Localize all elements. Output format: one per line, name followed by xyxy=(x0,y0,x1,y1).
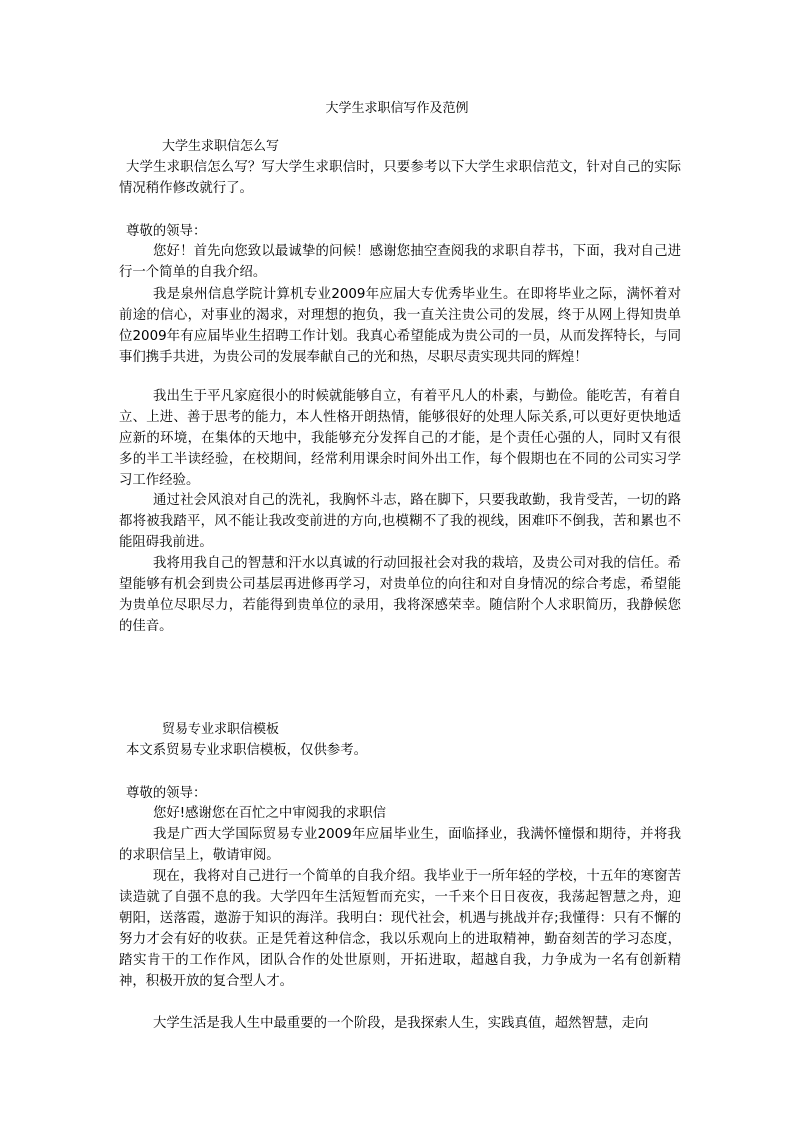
section1-paragraph-3: 我出生于平凡家庭很小的时候就能够自立，有着平凡人的朴素，与勤俭。能吃苦，有着自立、上进、善于思考的能力，本人性格开朗热情，能够很好的处理人际关系,可以更好更快地适应新的环境，在集体的天地中，我能够充分发挥自己的才能，是个责任心强的人，同时又有很多的半工半读经验，在校期间，经常利用课余时间外出工作，每个假期也在不同的公司实习学习工作经验。 xyxy=(119,389,681,488)
section2-paragraph-3: 大学生活是我人生中最重要的一个阶段，是我探索人生，实践真值，超然智慧，走向 xyxy=(153,1016,649,1031)
section2-greeting: 您好!感谢您在百忙之中审阅我的求职信 xyxy=(153,806,387,821)
section1-salutation: 尊敬的领导： xyxy=(126,224,207,239)
section1-paragraph-2: 我是泉州信息学院计算机专业2009年应届大专优秀毕业生。在即将毕业之际，满怀着对前途的信心，对事业的渴求，对理想的抱负，我一直关注贵公司的发展，终于从网上得知贵单位2009年有应届毕业生招聘工作计划。我真心希望能成为贵公司的一员，从而发挥特长，与同事们携手共进，为贵公司的发展奉献自己的光和热，尽职尽责实现共同的辉煌！ xyxy=(119,287,681,365)
section2-salutation: 尊敬的领导： xyxy=(126,786,207,801)
section1-paragraph-1: 您好！首先向您致以最诚挚的问候！感谢您抽空查阅我的求职自荐书，下面，我对自己进行一个简单的自我介绍。 xyxy=(119,244,681,280)
section1-intro: 大学生求职信怎么写？写大学生求职信时，只要参考以下大学生求职信范文，针对自己的实际情况稍作修改就行了。 xyxy=(119,160,681,196)
document-title: 大学生求职信写作及范例 xyxy=(325,101,469,116)
section1-paragraph-4: 通过社会风浪对自己的洗礼，我胸怀斗志，路在脚下，只要我敢勤，我肯受苦，一切的路都将被我踏平，风不能让我改变前进的方向,也模糊不了我的视线，困难吓不倒我，苦和累也不能阻碍我前进。 xyxy=(119,493,681,550)
section1-paragraph-5: 我将用我自己的智慧和汗水以真诚的行动回报社会对我的栽培，及贵公司对我的信任。希望能够有机会到贵公司基层再进修再学习，对贵单位的向往和对自身情况的综合考虑，希望能为贵单位尽职尽力，若能得到贵单位的录用，我将深感荣幸。随信附个人求职简历，我静候您的佳音。 xyxy=(119,556,681,634)
section1-heading: 大学生求职信怎么写 xyxy=(162,139,280,154)
section2-intro: 本文系贸易专业求职信模板，仅供参考。 xyxy=(126,743,368,758)
section2-heading: 贸易专业求职信模板 xyxy=(162,722,280,737)
section2-paragraph-2: 现在，我将对自己进行一个简单的自我介绍。我毕业于一所年轻的学校，十五年的寒窗苦读造就了自强不息的我。大学四年生活短暂而充实，一千来个日日夜夜，我荡起智慧之舟，迎朝阳，送落霞，遨游于知识的海洋。我明白：现代社会，机遇与挑战并存;我懂得：只有不懈的努力才会有好的收获。正是凭着这种信念，我以乐观向上的进取精神，勤奋刻苦的学习态度，踏实肯干的工作作风，团队合作的处世原则，开拓进取，超越自我，力争成为一名有创新精神，积极开放的复合型人才。 xyxy=(119,869,681,989)
section2-paragraph-1: 我是广西大学国际贸易专业2009年应届毕业生，面临择业，我满怀憧憬和期待，并将我的求职信呈上，敬请审阅。 xyxy=(119,827,681,863)
